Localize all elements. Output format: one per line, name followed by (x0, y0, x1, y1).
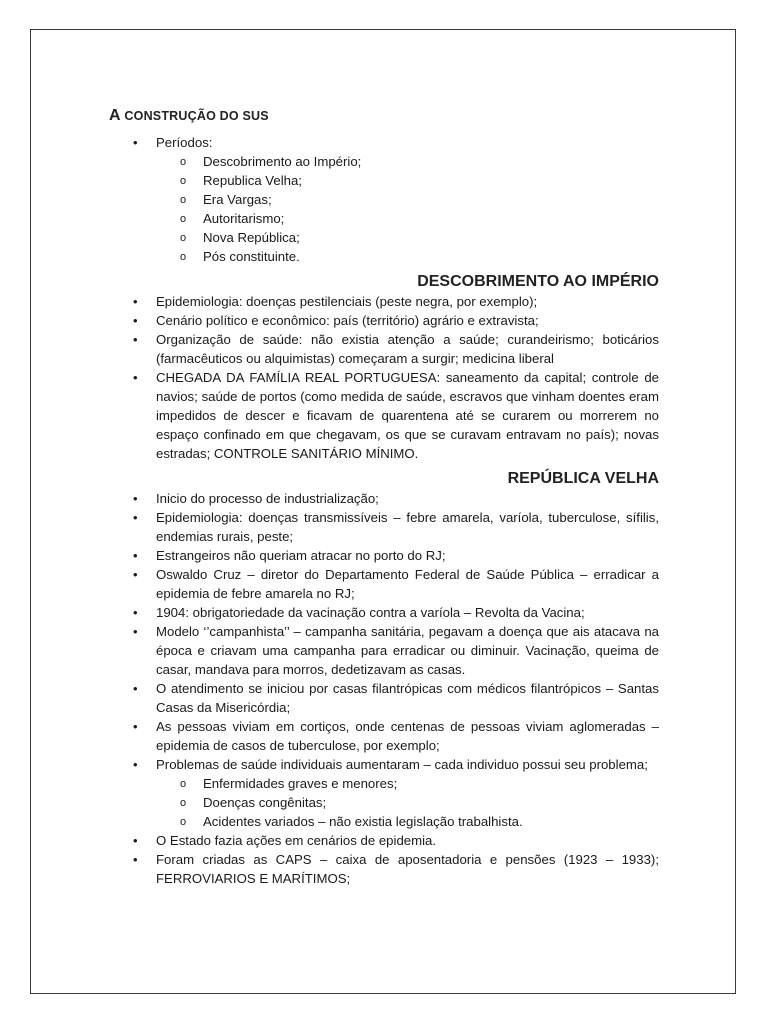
circle-bullet-icon: o (180, 816, 187, 828)
list-item (109, 565, 659, 603)
list-item (109, 546, 659, 565)
sub-list-item (109, 190, 612, 209)
bullet-icon: • (133, 757, 138, 772)
section-title-descobrimento: DESCOBRIMENTO AO IMPÉRIO (417, 273, 659, 290)
list-item (109, 717, 659, 755)
title-rest: CONSTRUÇÃO DO SUS (124, 109, 269, 123)
republica-velha-list (109, 489, 659, 888)
bullet-icon: • (133, 135, 138, 150)
sub-list-item-text: Enfermidades graves e menores; (203, 776, 398, 791)
list-item-text: Oswaldo Cruz – diretor do Departamento Federal de Saúde Pública – erradicar a epidemia de febre amarela no RJ; (156, 567, 659, 601)
bullet-icon: • (133, 833, 138, 848)
bullet-icon: • (133, 491, 138, 506)
list-item (109, 330, 659, 368)
list-item (109, 850, 659, 888)
list-item (109, 311, 659, 330)
sub-list-item-text: Nova República; (203, 230, 300, 245)
bullet-icon: • (133, 719, 138, 734)
bullet-icon: • (133, 370, 138, 385)
list-item (109, 603, 659, 622)
circle-bullet-icon: o (180, 194, 187, 206)
list-item-text: Inicio do processo de industrialização; (156, 491, 379, 506)
sub-list-item-text: Descobrimento ao Império; (203, 154, 362, 169)
list-item-text: Foram criadas as CAPS – caixa de aposentadoria e pensões (1923 – 1933); FERROVIARIOS E MARÍTIMOS; (156, 852, 659, 886)
list-item-text: Estrangeiros não queriam atracar no porto do RJ; (156, 548, 446, 563)
title-first-letter: A (109, 107, 120, 124)
circle-bullet-icon: o (180, 797, 187, 809)
bullet-icon: • (133, 313, 138, 328)
circle-bullet-icon: o (180, 251, 187, 263)
list-item-text: Organização de saúde: não existia atenção a saúde; curandeirismo; boticários (farmacêuticos ou alquimistas) começaram a surgir; medicina liberal (156, 332, 659, 366)
sub-list-item-text: Acidentes variados – não existia legislação trabalhista. (203, 814, 523, 829)
bullet-icon: • (133, 548, 138, 563)
list-item-text: As pessoas viviam em cortiços, onde centenas de pessoas viviam aglomeradas – epidemia de casos de tuberculose, por exemplo; (156, 719, 659, 753)
sub-list-item (109, 774, 612, 793)
list-item-text: Epidemiologia: doenças transmissíveis – febre amarela, varíola, tuberculose, sífilis, endemias rurais, peste; (156, 510, 659, 544)
circle-bullet-icon: o (180, 778, 187, 790)
circle-bullet-icon: o (180, 232, 187, 244)
bullet-icon: • (133, 294, 138, 309)
descobrimento-list (109, 292, 659, 463)
list-item-text: Cenário político e econômico: país (território) agrário e extravista; (156, 313, 539, 328)
bullet-icon: • (133, 510, 138, 525)
list-item-text: 1904: obrigatoriedade da vacinação contra a varíola – Revolta da Vacina; (156, 605, 585, 620)
circle-bullet-icon: o (180, 175, 187, 187)
list-item-text: CHEGADA DA FAMÍLIA REAL PORTUGUESA: saneamento da capital; controle de navios; saúde de portos (como medida de saúde, escravos que vinham doentes eram impedidos de descer e ficavam de quarentena até se curarem ou morrerem no espaço confinado em que chegavam, os que se curavam entravam no país); novas estradas; CONTROLE SANITÁRIO MÍNIMO. (156, 370, 659, 461)
bullet-icon: • (133, 332, 138, 347)
bullet-icon: • (133, 852, 138, 867)
list-item-text: Epidemiologia: doenças pestilenciais (peste negra, por exemplo); (156, 294, 538, 309)
bullet-icon: • (133, 605, 138, 620)
list-item-text: Modelo ‘’campanhista’’ – campanha sanitária, pegavam a doença que ais atacava na época e criavam uma campanha para erradicar ou diminuir. Vacinação, queima de casar, mandava para morros, dedetizavam as casas. (156, 624, 659, 677)
sub-list-item (109, 152, 612, 171)
list-item (109, 831, 659, 850)
document-page (30, 29, 736, 994)
list-item-text: Problemas de saúde individuais aumentaram – cada individuo possui seu problema; (156, 757, 648, 772)
list-item (109, 755, 659, 831)
list-item-text: O Estado fazia ações em cenários de epidemia. (156, 833, 437, 848)
list-item (109, 679, 659, 717)
sub-list-item (109, 793, 612, 812)
list-item-text: O atendimento se iniciou por casas filantrópicas com médicos filantrópicos – Santas Casas da Misericórdia; (156, 681, 659, 715)
sub-list-item (109, 812, 612, 831)
circle-bullet-icon: o (180, 213, 187, 225)
sub-list-item (109, 209, 612, 228)
sub-list-item (109, 228, 612, 247)
periods-sublist (156, 152, 659, 266)
sub-list-item-text: Era Vargas; (203, 192, 272, 207)
bullet-icon: • (133, 624, 138, 639)
list-item (109, 489, 659, 508)
section-title-construcao-sus (109, 106, 659, 126)
sub-list-item-text: Pós constituinte. (203, 249, 300, 264)
bullet-icon: • (133, 567, 138, 582)
list-item (109, 622, 659, 679)
circle-bullet-icon: o (180, 156, 187, 168)
list-item-text: Períodos: (156, 135, 213, 150)
sub-list-item (109, 247, 612, 266)
list-item (109, 368, 659, 463)
sub-list-item-text: Republica Velha; (203, 173, 302, 188)
sub-list-item (109, 171, 612, 190)
list-item (109, 133, 659, 266)
bullet-icon: • (133, 681, 138, 696)
list-item (109, 292, 659, 311)
problemas-sublist (156, 774, 659, 831)
section-title-republica-velha: REPÚBLICA VELHA (507, 470, 659, 487)
list-item (109, 508, 659, 546)
periods-list (109, 133, 659, 266)
sub-list-item-text: Doenças congênitas; (203, 795, 327, 810)
sub-list-item-text: Autoritarismo; (203, 211, 285, 226)
document-content (109, 106, 659, 888)
